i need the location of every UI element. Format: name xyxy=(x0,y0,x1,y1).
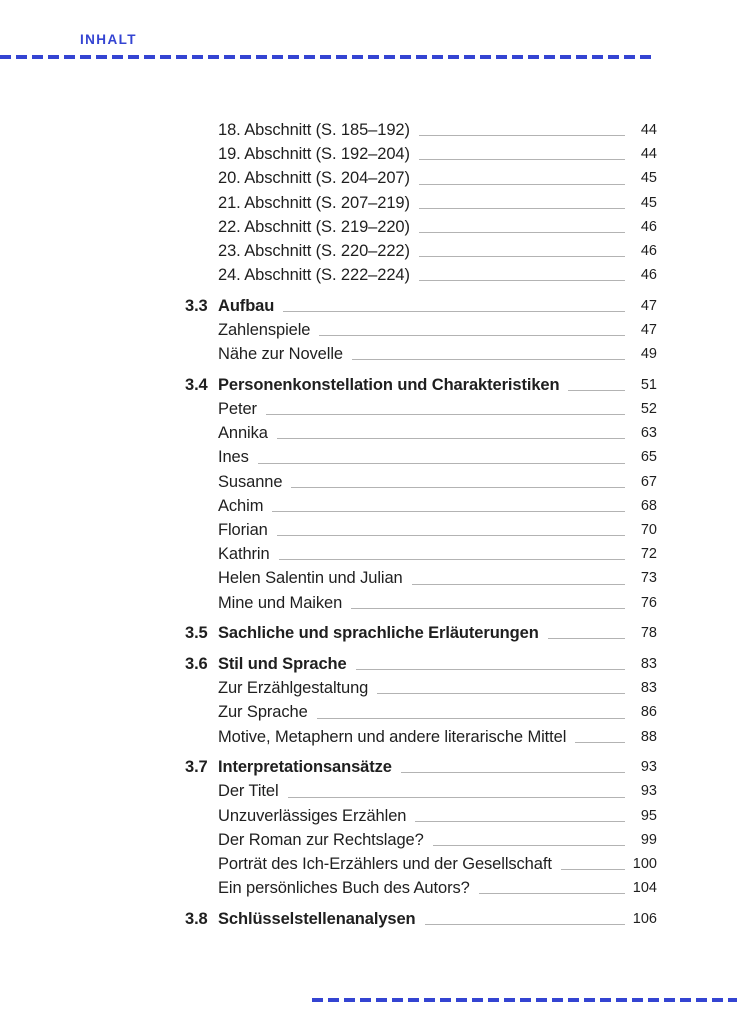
toc-entry-label: Sachliche und sprachliche Erläuterungen xyxy=(218,624,539,643)
toc-page-number: 95 xyxy=(640,807,657,824)
toc-entry-label: 24. Abschnitt (S. 222–224) xyxy=(218,266,410,285)
toc-leader-line xyxy=(548,638,625,639)
toc-page-number: 72 xyxy=(640,546,657,563)
toc-page-number: 44 xyxy=(640,146,657,163)
toc-page-number: 78 xyxy=(640,625,657,642)
toc-entry-label: 19. Abschnitt (S. 192–204) xyxy=(218,145,410,164)
toc-page-number: 47 xyxy=(640,322,657,338)
toc-entry-row xyxy=(185,542,657,566)
toc-entry-label: Motive, Metaphern und andere literarische Mittel xyxy=(218,727,567,746)
toc-page-number: 46 xyxy=(640,267,657,284)
toc-section-number xyxy=(185,676,218,700)
toc-entry-label: Peter xyxy=(218,400,257,419)
toc-leader-line xyxy=(433,845,625,846)
toc-page-number: 83 xyxy=(640,680,657,697)
toc-section-row xyxy=(185,373,657,397)
toc-section-number xyxy=(185,852,218,876)
toc-leader-line xyxy=(351,608,625,609)
toc-section-number xyxy=(185,542,218,566)
toc-section-number: 3.3 xyxy=(185,296,208,315)
toc-section-row xyxy=(185,621,657,645)
toc-leader-line xyxy=(319,335,625,336)
toc-section-number xyxy=(185,421,218,445)
toc-page-number: 46 xyxy=(640,218,657,235)
toc-page-number: 76 xyxy=(640,594,657,611)
toc-section-number xyxy=(185,700,218,724)
toc-entry-row xyxy=(185,700,657,724)
toc-entry-row xyxy=(185,725,657,749)
toc-leader-line xyxy=(568,390,625,391)
toc-page-number: 67 xyxy=(640,473,657,490)
toc-entry-row xyxy=(185,470,657,494)
toc-leader-line xyxy=(317,718,625,719)
toc-page-number: 51 xyxy=(640,376,657,393)
toc-page-number: 52 xyxy=(640,401,657,418)
toc-section-number: 3.7 xyxy=(185,758,208,777)
toc-entry-row xyxy=(185,494,657,518)
toc-section-number xyxy=(185,566,218,590)
toc-entry-label: 22. Abschnitt (S. 219–220) xyxy=(218,217,410,236)
toc-entry-label: 21. Abschnitt (S. 207–219) xyxy=(218,193,410,212)
toc-section-number xyxy=(185,397,218,421)
toc-page-number: 45 xyxy=(640,170,657,187)
toc-entry-label: Helen Salentin und Julian xyxy=(218,569,403,588)
toc-section-number xyxy=(185,342,218,366)
toc-leader-line xyxy=(272,511,625,512)
toc-leader-line xyxy=(419,280,625,281)
toc-entry-label: Ines xyxy=(218,448,249,467)
toc-entry-row xyxy=(185,263,657,287)
toc-page-number: 44 xyxy=(640,122,657,138)
toc-leader-line xyxy=(419,256,625,257)
toc-entry-label: Stil und Sprache xyxy=(218,654,347,673)
toc-section-number: 3.6 xyxy=(185,654,208,673)
toc-leader-line xyxy=(561,869,625,870)
toc-entry-label: Porträt des Ich-Erzählers und der Gesellschaft xyxy=(218,854,552,873)
toc-leader-line xyxy=(352,359,625,360)
toc-page-number: 99 xyxy=(640,831,657,848)
toc-entry-row xyxy=(185,518,657,542)
toc-section-number xyxy=(185,876,218,900)
toc-entry-row xyxy=(185,166,657,190)
toc-entry-row xyxy=(185,318,657,342)
toc-entry-row xyxy=(185,852,657,876)
toc-entry-label: Zur Sprache xyxy=(218,703,308,722)
toc-leader-line xyxy=(412,584,625,585)
toc-leader-line xyxy=(277,535,625,536)
toc-leader-line xyxy=(425,924,625,925)
toc-section-number xyxy=(185,725,218,749)
toc-entry-row xyxy=(185,421,657,445)
toc-leader-line xyxy=(258,463,625,464)
toc-leader-line xyxy=(419,208,625,209)
toc-entry-label: Achim xyxy=(218,496,264,515)
toc-leader-line xyxy=(356,669,625,670)
toc-section-number xyxy=(185,779,218,803)
toc-section-number: 3.5 xyxy=(185,624,208,643)
toc-entry-label: Zahlenspiele xyxy=(218,321,311,339)
toc-page-number: 73 xyxy=(640,570,657,587)
toc-entry-label: Nähe zur Novelle xyxy=(218,345,343,364)
toc-leader-line xyxy=(401,772,625,773)
toc-section-number xyxy=(185,263,218,287)
toc-entry-row xyxy=(185,118,657,142)
toc-entry-label: Der Roman zur Rechtslage? xyxy=(218,830,424,849)
toc-section-row xyxy=(185,907,657,931)
toc-page-number: 65 xyxy=(640,449,657,466)
toc-leader-line xyxy=(419,159,625,160)
toc-section-number xyxy=(185,142,218,166)
toc-entry-row xyxy=(185,239,657,263)
toc-page-number: 86 xyxy=(640,704,657,721)
toc-section-number xyxy=(185,470,218,494)
bottom-dashed-rule xyxy=(312,998,737,1002)
toc-leader-line xyxy=(419,135,625,136)
toc-entry-row xyxy=(185,779,657,803)
toc-section-number xyxy=(185,591,218,615)
toc-entry-row xyxy=(185,828,657,852)
toc-entry-row xyxy=(185,591,657,615)
toc-entry-row xyxy=(185,342,657,366)
toc-leader-line xyxy=(266,414,625,415)
toc-entry-row xyxy=(185,804,657,828)
toc-entry-label: 18. Abschnitt (S. 185–192) xyxy=(218,121,410,139)
toc-section-number xyxy=(185,118,218,142)
top-dashed-rule xyxy=(0,55,651,59)
toc-section-number: 3.4 xyxy=(185,375,208,394)
toc-section-number xyxy=(185,239,218,263)
toc-leader-line xyxy=(419,184,625,185)
toc-leader-line xyxy=(277,438,625,439)
toc-section-number xyxy=(185,215,218,239)
toc-section-number xyxy=(185,494,218,518)
toc-leader-line xyxy=(479,893,625,894)
toc-page-number: 68 xyxy=(640,497,657,514)
toc-section-number xyxy=(185,191,218,215)
toc-entry-row xyxy=(185,191,657,215)
toc-section-number: 3.8 xyxy=(185,909,208,928)
toc-entry-label: Ein persönliches Buch des Autors? xyxy=(218,879,470,898)
toc-leader-line xyxy=(415,821,625,822)
toc-section-row xyxy=(185,294,657,318)
toc-entry-row xyxy=(185,676,657,700)
toc-page-number: 88 xyxy=(640,728,657,745)
toc-entry-row xyxy=(185,397,657,421)
toc-section-number xyxy=(185,166,218,190)
toc-page-number: 70 xyxy=(640,522,657,538)
toc-leader-line xyxy=(291,487,625,488)
table-of-contents xyxy=(185,118,657,931)
toc-page-number: 104 xyxy=(632,880,657,897)
toc-page-number: 106 xyxy=(632,910,657,927)
toc-entry-label: Annika xyxy=(218,424,268,443)
toc-leader-line xyxy=(288,797,625,798)
toc-page-number: 45 xyxy=(640,194,657,211)
toc-section-number xyxy=(185,318,218,342)
toc-entry-row xyxy=(185,445,657,469)
toc-entry-label: Interpretationsansätze xyxy=(218,758,392,777)
toc-leader-line xyxy=(419,232,625,233)
toc-entry-label: Schlüsselstellenanalysen xyxy=(218,909,416,928)
toc-entry-label: Susanne xyxy=(218,472,283,491)
toc-page-number: 93 xyxy=(640,759,657,776)
toc-entry-label: Zur Erzählgestaltung xyxy=(218,679,369,698)
toc-leader-line xyxy=(377,693,625,694)
toc-entry-label: 23. Abschnitt (S. 220–222) xyxy=(218,241,410,260)
toc-page-number: 63 xyxy=(640,425,657,442)
toc-entry-row xyxy=(185,876,657,900)
toc-section-row xyxy=(185,755,657,779)
toc-leader-line xyxy=(279,559,625,560)
toc-section-number xyxy=(185,828,218,852)
toc-section-number xyxy=(185,518,218,542)
toc-entry-label: 20. Abschnitt (S. 204–207) xyxy=(218,169,410,188)
toc-entry-label: Mine und Maiken xyxy=(218,593,343,612)
toc-page-number: 100 xyxy=(632,855,657,872)
toc-leader-line xyxy=(283,311,625,312)
toc-page-number: 46 xyxy=(640,242,657,259)
toc-page-number: 83 xyxy=(640,655,657,672)
toc-entry-row xyxy=(185,566,657,590)
toc-page-number: 49 xyxy=(640,346,657,363)
toc-page-number: 47 xyxy=(640,297,657,314)
toc-entry-label: Unzuverlässiges Erzählen xyxy=(218,806,407,825)
toc-entry-label: Der Titel xyxy=(218,782,279,801)
toc-entry-label: Personenkonstellation und Charakteristiken xyxy=(218,375,560,394)
toc-leader-line xyxy=(575,742,625,743)
toc-section-number xyxy=(185,804,218,828)
toc-entry-row xyxy=(185,142,657,166)
toc-section-number xyxy=(185,445,218,469)
page-header-inhalt: INHALT xyxy=(80,32,137,47)
toc-section-row xyxy=(185,652,657,676)
toc-entry-label: Kathrin xyxy=(218,545,270,564)
toc-entry-label: Aufbau xyxy=(218,296,275,315)
toc-entry-label: Florian xyxy=(218,521,268,539)
toc-entry-row xyxy=(185,215,657,239)
toc-page-number: 93 xyxy=(640,783,657,800)
